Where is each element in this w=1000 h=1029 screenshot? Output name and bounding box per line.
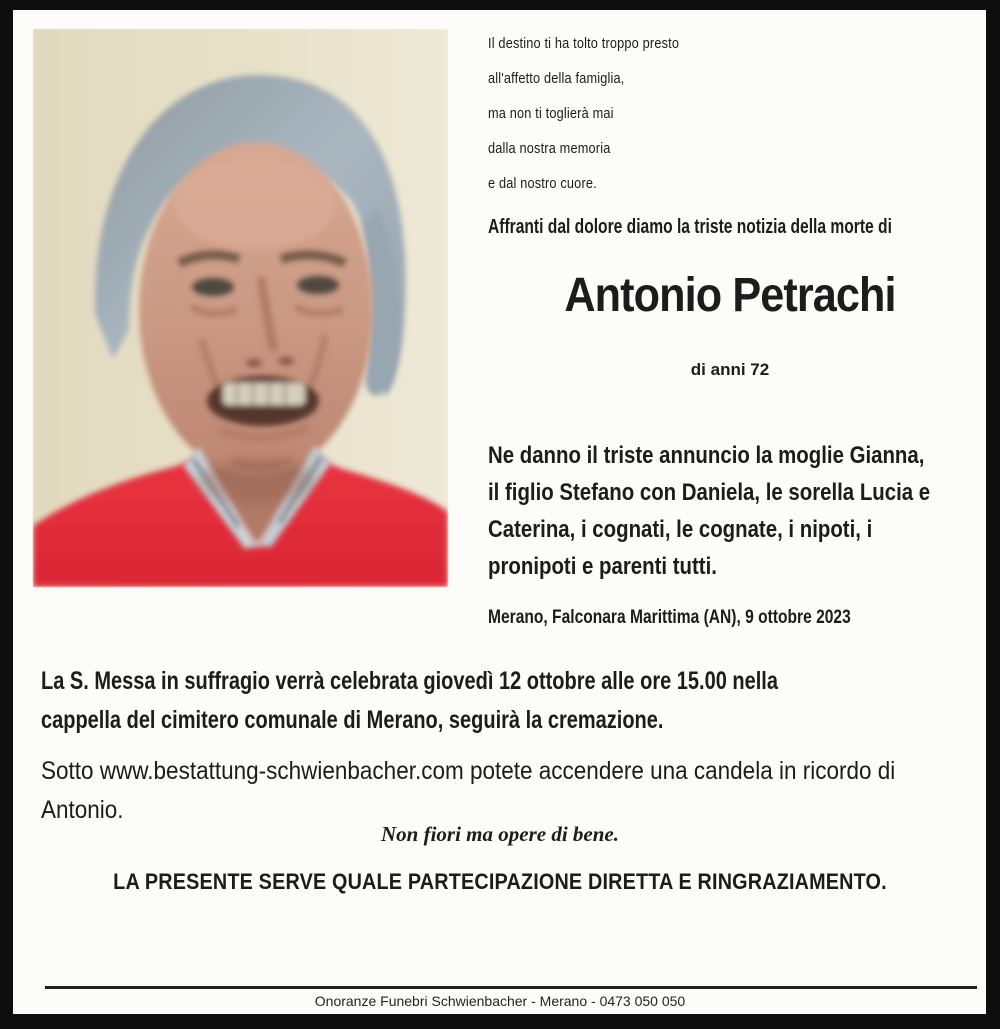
memorial-poem: [488, 26, 713, 201]
funeral-home-footer: Onoranze Funebri Schwienbacher - Merano - 0473 050 050: [314, 993, 686, 1009]
mass-line: La S. Messa in suffragio verrà celebrata giovedì 12 ottobre alle ore 15.00 nella: [41, 667, 778, 695]
closing-statement: LA PRESENTE SERVE QUALE PARTECIPAZIONE DIRETTA E RINGRAZIAMENTO.: [113, 869, 887, 894]
candle-note: [41, 752, 990, 830]
poem-line: all'affetto della famiglia,: [488, 70, 625, 87]
age-line: di anni 72: [690, 360, 770, 379]
motto-line: Non fiori ma opere di bene.: [381, 822, 619, 846]
candle-line: Sotto www.bestattung-schwienbacher.com potete accendere una candela in ricordo di: [41, 757, 896, 785]
family-announcement: [488, 437, 1000, 585]
deceased-name: Antonio Petrachi: [564, 269, 896, 322]
poem-line: e dal nostro cuore.: [488, 175, 597, 192]
poem-line: ma non ti toglierà mai: [488, 105, 614, 122]
poem-line: Il destino ti ha tolto troppo presto: [488, 35, 680, 52]
candle-line: Antonio.: [41, 796, 124, 824]
footer-divider: [45, 986, 977, 989]
place-date-line: Merano, Falconara Marittima (AN), 9 ottobre 2023: [488, 607, 851, 628]
family-line: Caterina, i cognati, le cognate, i nipoti, i: [488, 516, 873, 543]
family-line: Ne danno il triste annuncio la moglie Gianna,: [488, 442, 925, 469]
mass-line: cappella del cimitero comunale di Merano, seguirà la cremazione.: [41, 706, 664, 734]
mass-details: [41, 662, 962, 740]
family-line: il figlio Stefano con Daniela, le sorella Lucia e: [488, 479, 931, 506]
announcement-intro: Affranti dal dolore diamo la triste notizia della morte di: [488, 216, 892, 238]
poem-line: dalla nostra memoria: [488, 140, 611, 157]
family-line: pronipoti e parenti tutti.: [488, 553, 717, 580]
portrait-photo: [33, 29, 448, 587]
